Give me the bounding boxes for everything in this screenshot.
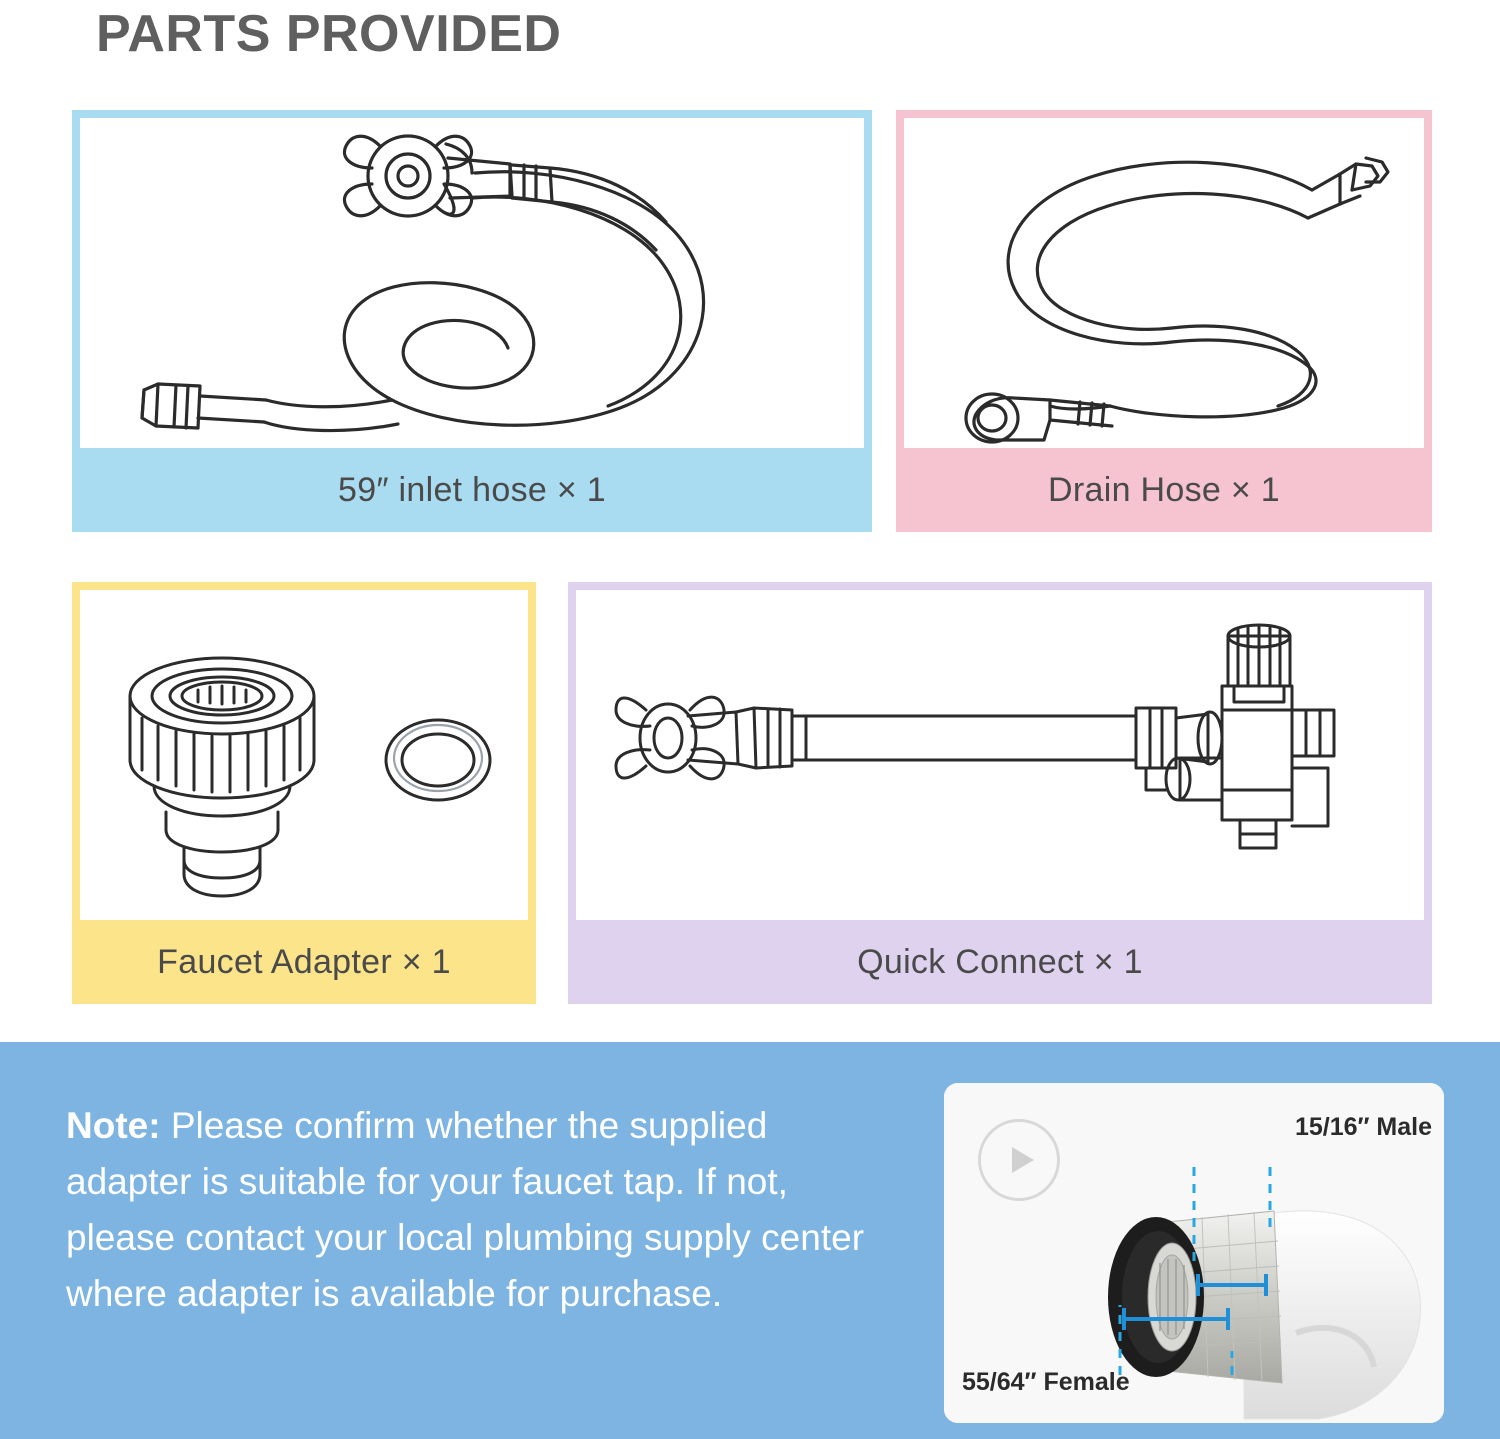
faucet-photo-panel [944,1083,1444,1423]
part-card-quick-connect [568,582,1432,1004]
play-triangle-icon [1012,1147,1034,1173]
faucet-adapter-illustration [80,590,528,920]
play-icon[interactable] [978,1119,1060,1201]
label-male-thread: 15/16″ Male [1294,1113,1432,1141]
drain-hose-image [904,118,1424,448]
part-card-drain-hose [896,110,1432,532]
part-card-faucet-adapter [72,582,536,1004]
part-caption-faucet-adapter: Faucet Adapter × 1 [157,942,451,981]
label-female-thread: 55/64″ Female [962,1368,1130,1396]
part-caption-inlet-hose: 59″ inlet hose × 1 [338,470,606,509]
inlet-hose-illustration [80,118,864,448]
note-label: Note: [66,1105,161,1146]
page-title: PARTS PROVIDED [96,5,562,63]
part-caption-drain-hose: Drain Hose × 1 [1048,470,1280,509]
note-text [66,1098,896,1322]
faucet-adapter-image [80,590,528,920]
part-card-inlet-hose [72,110,872,532]
inlet-hose-image [80,118,864,448]
quick-connect-illustration [576,590,1424,920]
drain-hose-illustration [904,118,1424,448]
quick-connect-image [576,590,1424,920]
note-body: Please confirm whether the supplied adapter is suitable for your faucet tap. If not, please contact your local plumbing supply center where adapter is available for purchase. [66,1105,865,1314]
part-caption-quick-connect: Quick Connect × 1 [857,942,1143,981]
